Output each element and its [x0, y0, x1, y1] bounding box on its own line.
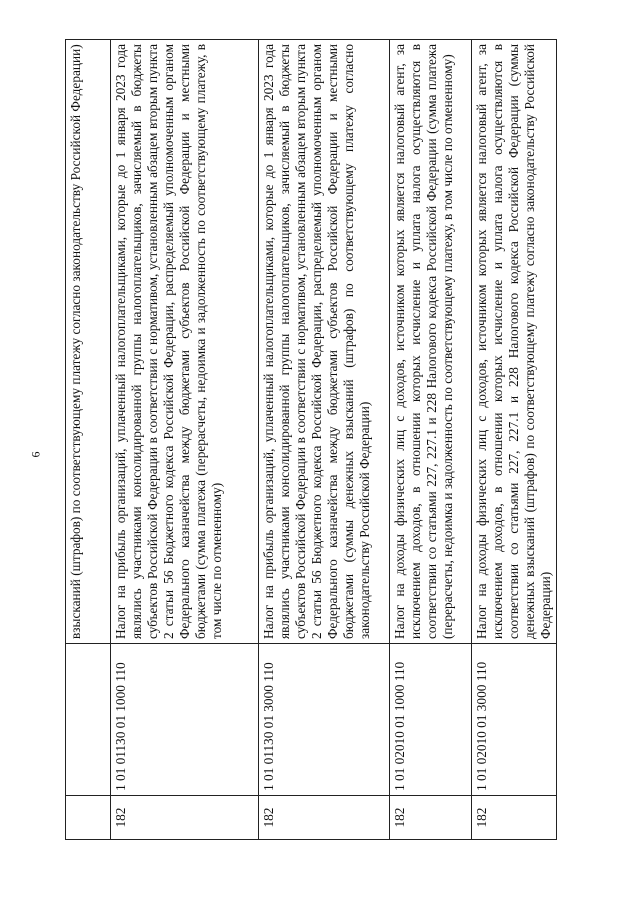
revenue-name-cell: Налог на доходы физических лиц с доходов, источником которых является налоговый агент, за исключением доходов, в отношении которых исчисление и уплата налога осуществляются в соответствии со статьями 227, 227.1 и 228 Налогового кодекса Российской Федерации (сумма платежа (перерасчеты, недоимка и задолженность по соответствующему платежу, в том числе по отмененному) [390, 40, 472, 644]
revenue-name-cell: взысканий (штрафов) по соответствующему платежу согласно законодательству Российской Федерации) [66, 40, 111, 644]
admin-code-cell: 182 [472, 796, 557, 840]
revenue-name-cell: Налог на прибыль организаций, уплаченный налогоплательщиками, которые до 1 января 2023 года являлись участниками консолидированной группы налогоплательщиков, зачисляемый в бюджеты субъектов Российской Федерации в соответствии с нормативом, установленным абзацем вторым пункта 2 статьи 56 Бюджетного кодекса Российской Федерации, распределяемый уполномоченным органом Федерального казначейства между бюджетами субъектов Российской Федерации и местными бюджетами (сумма платежа (перерасчеты, недоимка и задолженность по соответствующему платежу, в том числе по отмененному) [111, 40, 259, 644]
admin-code-cell: 182 [259, 796, 390, 840]
table-row [111, 40, 259, 840]
budget-code-cell: 1 01 02010 01 3000 110 [472, 644, 557, 796]
table-row [390, 40, 472, 840]
table-row [472, 40, 557, 840]
revenue-name-cell: Налог на прибыль организаций, уплаченный налогоплательщиками, которые до 1 января 2023 года являлись участниками консолидированной группы налогоплательщиков, зачисляемый в бюджеты субъектов Российской Федерации в соответствии с нормативом, установленным абзацем вторым пункта 2 статьи 56 Бюджетного кодекса Российской Федерации, распределяемый уполномоченным органом Федерального казначейства между бюджетами субъектов Российской Федерации и местными бюджетами (суммы денежных взысканий (штрафов) по соответствующему платежу согласно законодательству Российской Федерации) [259, 40, 390, 644]
budget-codes-table [65, 39, 557, 840]
table-row [259, 40, 390, 840]
admin-code-cell: 182 [111, 796, 259, 840]
admin-code-cell: 182 [390, 796, 472, 840]
budget-code-cell: 1 01 02010 01 1000 110 [390, 644, 472, 796]
page-number: 6 [28, 451, 43, 458]
budget-code-cell: 1 01 01130 01 1000 110 [111, 644, 259, 796]
admin-code-cell [66, 796, 111, 840]
budget-code-cell: 1 01 01130 01 3000 110 [259, 644, 390, 796]
table-row [66, 40, 111, 840]
rotated-table-container [65, 40, 555, 840]
revenue-name-cell: Налог на доходы физических лиц с доходов, источником которых является налоговый агент, за исключением доходов, в отношении которых исчисление и уплата налога осуществляются в соответствии со статьями 227, 227.1 и 228 Налогового кодекса Российской Федерации (суммы денежных взысканий (штрафов) по соответствующему платежу согласно законодательству Российской Федерации) [472, 40, 557, 644]
budget-code-cell [66, 644, 111, 796]
